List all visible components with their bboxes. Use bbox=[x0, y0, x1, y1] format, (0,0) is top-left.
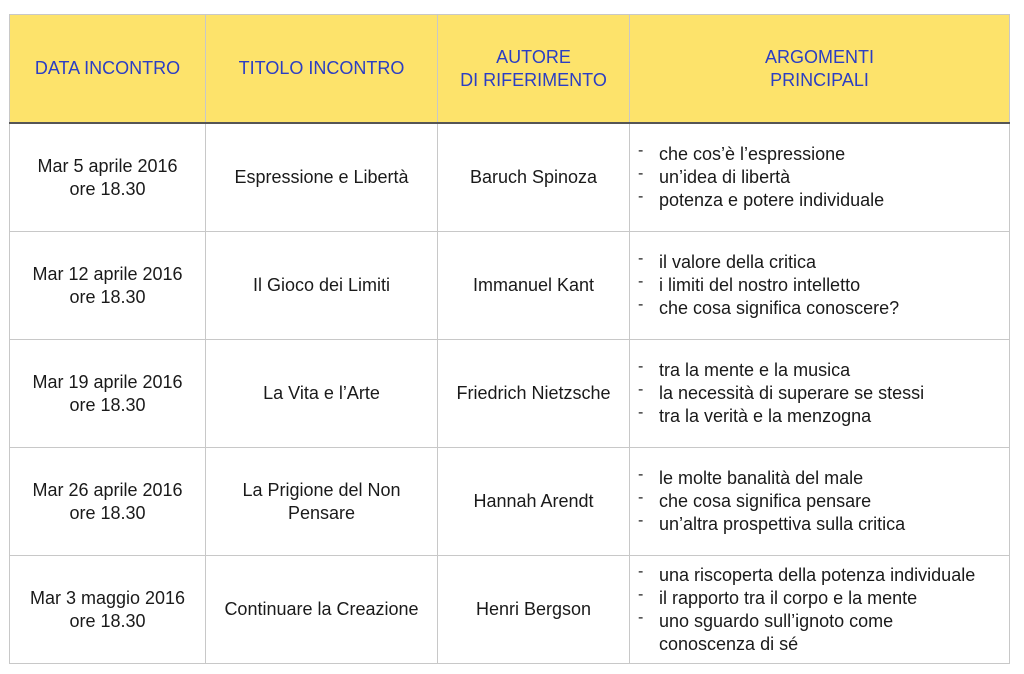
meeting-date: Mar 3 maggio 2016 bbox=[29, 587, 186, 608]
meeting-author: Friedrich Nietzsche bbox=[456, 383, 611, 403]
topic-item bbox=[638, 564, 1009, 587]
topic-item bbox=[638, 297, 1009, 320]
meeting-title: Continuare la Creazione bbox=[224, 599, 419, 619]
meeting-date: Mar 5 aprile 2016 bbox=[37, 155, 178, 176]
dash-bullet-icon: - bbox=[638, 512, 644, 529]
meeting-title: Il Gioco dei Limiti bbox=[252, 275, 391, 295]
topic-item bbox=[638, 513, 1009, 536]
topic-text: che cos’è l’espressione bbox=[659, 144, 846, 164]
topic-item bbox=[638, 166, 1009, 189]
topic-text: che cosa significa pensare bbox=[659, 491, 872, 511]
topic-item bbox=[638, 610, 1009, 656]
meeting-date: Mar 26 aprile 2016 bbox=[32, 479, 183, 500]
table-row bbox=[10, 448, 1010, 556]
header-topics-line-2: PRINCIPALI bbox=[770, 69, 869, 90]
topic-item bbox=[638, 189, 1009, 212]
topic-text: le molte banalità del male bbox=[659, 468, 864, 488]
topic-item bbox=[638, 274, 1009, 297]
table-row bbox=[10, 123, 1010, 232]
topic-text-line-1: uno sguardo sull’ignoto come bbox=[659, 610, 894, 631]
header-author-line-2: DI RIFERIMENTO bbox=[460, 69, 607, 90]
author-cell bbox=[438, 556, 630, 664]
meeting-title-line-2: Pensare bbox=[287, 502, 356, 523]
date-cell bbox=[10, 556, 206, 664]
dash-bullet-icon: - bbox=[638, 585, 644, 603]
date-cell bbox=[10, 448, 206, 556]
date-cell bbox=[10, 123, 206, 232]
dash-bullet-icon: - bbox=[638, 562, 644, 580]
topic-list bbox=[630, 143, 1009, 212]
topic-item bbox=[638, 467, 1009, 490]
meeting-date: Mar 12 aprile 2016 bbox=[32, 263, 183, 284]
topic-item bbox=[638, 382, 1009, 405]
title-cell bbox=[206, 448, 438, 556]
header-title bbox=[206, 15, 438, 124]
topic-text: la necessità di superare se stessi bbox=[659, 383, 925, 403]
topic-list bbox=[630, 564, 1009, 656]
topic-item bbox=[638, 587, 1009, 610]
schedule-table bbox=[9, 14, 1010, 664]
dash-bullet-icon: - bbox=[638, 296, 644, 313]
topic-text: un’altra prospettiva sulla critica bbox=[659, 514, 906, 534]
meeting-title-line-1: La Prigione del Non bbox=[242, 479, 401, 500]
topics-cell bbox=[630, 556, 1010, 664]
topic-text: il rapporto tra il corpo e la mente bbox=[659, 587, 918, 608]
table-row bbox=[10, 556, 1010, 664]
meeting-time: ore 18.30 bbox=[69, 610, 146, 631]
header-author-line-1: AUTORE bbox=[496, 46, 571, 67]
topic-text: il valore della critica bbox=[659, 252, 817, 272]
dash-bullet-icon: - bbox=[638, 273, 644, 290]
meeting-time: ore 18.30 bbox=[69, 178, 146, 199]
dash-bullet-icon: - bbox=[638, 381, 644, 398]
header-topics bbox=[630, 15, 1010, 124]
topic-list bbox=[630, 467, 1009, 536]
title-cell bbox=[206, 232, 438, 340]
topic-item bbox=[638, 143, 1009, 166]
table-row bbox=[10, 340, 1010, 448]
dash-bullet-icon: - bbox=[638, 466, 644, 483]
title-cell bbox=[206, 556, 438, 664]
meeting-date: Mar 19 aprile 2016 bbox=[32, 371, 183, 392]
meeting-title: Espressione e Libertà bbox=[234, 167, 409, 187]
header-date bbox=[10, 15, 206, 124]
table-row bbox=[10, 232, 1010, 340]
topic-list bbox=[630, 359, 1009, 428]
meeting-author: Hannah Arendt bbox=[473, 491, 594, 511]
topic-text: una riscoperta della potenza individuale bbox=[659, 564, 976, 585]
topics-cell bbox=[630, 448, 1010, 556]
meeting-title: La Vita e l’Arte bbox=[263, 383, 380, 403]
topic-text: tra la mente e la musica bbox=[659, 360, 851, 380]
meeting-author: Immanuel Kant bbox=[472, 275, 595, 295]
topic-item bbox=[638, 359, 1009, 382]
topics-cell bbox=[630, 232, 1010, 340]
topic-text: tra la verità e la menzogna bbox=[659, 406, 872, 426]
title-cell bbox=[206, 123, 438, 232]
dash-bullet-icon: - bbox=[638, 358, 644, 375]
author-cell bbox=[438, 340, 630, 448]
meeting-time: ore 18.30 bbox=[69, 286, 146, 307]
topics-cell bbox=[630, 340, 1010, 448]
dash-bullet-icon: - bbox=[638, 250, 644, 267]
header-topics-line-1: ARGOMENTI bbox=[764, 46, 874, 67]
topic-item bbox=[638, 251, 1009, 274]
topic-text: potenza e potere individuale bbox=[659, 190, 885, 210]
dash-bullet-icon: - bbox=[638, 404, 644, 421]
author-cell bbox=[438, 232, 630, 340]
topic-item bbox=[638, 490, 1009, 513]
meeting-author: Baruch Spinoza bbox=[469, 167, 598, 187]
dash-bullet-icon: - bbox=[638, 608, 644, 626]
topic-text: che cosa significa conoscere? bbox=[659, 298, 900, 318]
topics-cell bbox=[630, 123, 1010, 232]
header-row bbox=[10, 15, 1010, 124]
date-cell bbox=[10, 340, 206, 448]
meeting-author: Henri Bergson bbox=[475, 599, 592, 619]
dash-bullet-icon: - bbox=[638, 142, 644, 159]
topic-text: i limiti del nostro intelletto bbox=[659, 275, 861, 295]
topic-text-line-2: conoscenza di sé bbox=[659, 633, 799, 654]
dash-bullet-icon: - bbox=[638, 188, 644, 205]
author-cell bbox=[438, 448, 630, 556]
header-title-line: TITOLO INCONTRO bbox=[238, 58, 405, 78]
title-cell bbox=[206, 340, 438, 448]
date-cell bbox=[10, 232, 206, 340]
topic-item bbox=[638, 405, 1009, 428]
meeting-time: ore 18.30 bbox=[69, 394, 146, 415]
meeting-time: ore 18.30 bbox=[69, 502, 146, 523]
dash-bullet-icon: - bbox=[638, 165, 644, 182]
header-date-line: DATA INCONTRO bbox=[34, 58, 181, 78]
topic-list bbox=[630, 251, 1009, 320]
header-author bbox=[438, 15, 630, 124]
author-cell bbox=[438, 123, 630, 232]
topic-text: un’idea di libertà bbox=[659, 167, 791, 187]
dash-bullet-icon: - bbox=[638, 489, 644, 506]
